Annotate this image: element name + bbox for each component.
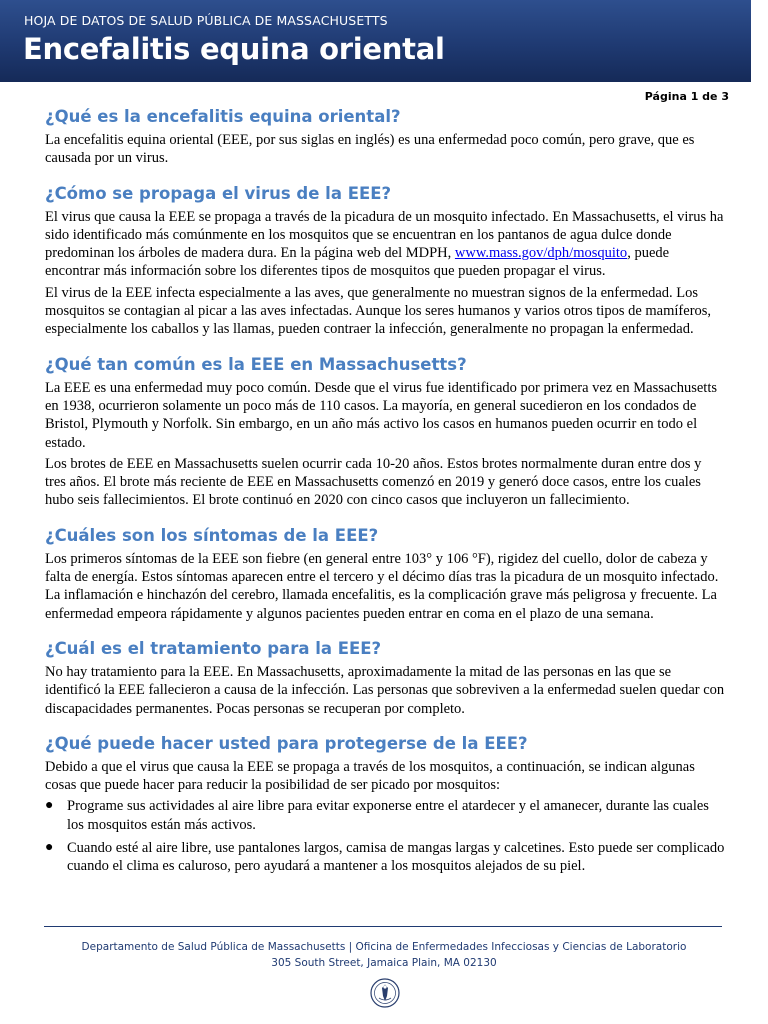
section-symptoms: [45, 525, 725, 623]
section-heading: ¿Qué tan común es la EEE en Massachusetts?: [45, 354, 467, 374]
section-heading: ¿Cuál es el tratamiento para la EEE?: [45, 638, 382, 658]
section-heading: ¿Qué puede hacer usted para protegerse de la EEE?: [45, 733, 528, 753]
paragraph-text: , puede encontrar más información sobre los diferentes tipos de mosquitos que pueden propagar el virus.: [45, 245, 670, 280]
section-protection: [45, 733, 725, 876]
paragraph: No hay tratamiento para la EEE. En Massachusetts, aproximadamente la mitad de las personas en las que se identificó la EEE fallecieron a causa de la infección. Las personas que sobreviven a la enfermedad suelen quedar con discapacidades permanentes. Pocas personas se recuperan por completo.: [45, 663, 725, 717]
header-banner: [0, 0, 751, 82]
section-heading: ¿Cuáles son los síntomas de la EEE?: [45, 525, 379, 545]
list-item-text: Cuando esté al aire libre, use pantalones largos, camisa de mangas largas y calcetines. Esto puede ser complicado cuando el clima es caluroso, pero ayudará a mantener a los mosquitos alejados de su piel.: [67, 840, 725, 875]
footer-address: 305 South Street, Jamaica Plain, MA 02130: [271, 957, 497, 969]
section-how-common: [45, 354, 725, 510]
paragraph: La EEE es una enfermedad muy poco común. Desde que el virus fue identificado por primera vez en Massachusetts en 1938, ocurrieron solamente un poco más de 110 casos. La mayoría, en general sucedieron en los condados de Bristol, Plymouth y Norfolk. Sin embargo, en un año más activo los casos en humanos pueden ocurrir en todo el estado.: [45, 379, 717, 451]
list-item-text: Programe sus actividades al aire libre para evitar exponerse entre el atardecer y el amanecer, durante las cuales los mosquitos están más activos.: [67, 798, 709, 833]
section-heading: ¿Cómo se propaga el virus de la EEE?: [45, 183, 392, 203]
main-content: [45, 106, 725, 891]
section-what-is: [45, 106, 725, 168]
page-number: Página 1 de 3: [644, 90, 729, 103]
paragraph: Los brotes de EEE en Massachusetts suelen ocurrir cada 10-20 años. Estos brotes normalmente duran entre dos y tres años. El brote más reciente de EEE en Massachusetts comenzó en 2019 y generó doce casos, entre los cuales hubo seis fallecimientos. El brote continuó en 2020 con cinco casos que incluyeron un fallecimiento.: [45, 455, 702, 509]
paragraph: [45, 208, 725, 281]
bullet-dot-icon: ●: [45, 798, 54, 814]
footer-department: Departamento de Salud Pública de Massachusetts | Oficina de Enfermedades Infecciosas y Ciencias de Laboratorio: [81, 941, 687, 953]
bullet-dot-icon: ●: [45, 840, 54, 856]
paragraph: Debido a que el virus que causa la EEE se propaga a través de los mosquitos, a continuación, se indican algunas cosas que puede hacer para reducir la posibilidad de ser picado por mosquitos:: [45, 758, 695, 794]
massachusetts-seal-icon: [370, 978, 400, 1008]
paragraph: La encefalitis equina oriental (EEE, por sus siglas en inglés) es una enfermedad poco común, pero grave, que es causada por un virus.: [45, 132, 695, 167]
protection-list: [45, 797, 725, 875]
header-subtitle: HOJA DE DATOS DE SALUD PÚBLICA DE MASSACHUSETTS: [24, 13, 388, 28]
mosquito-info-link[interactable]: www.mass.gov/dph/mosquito: [454, 245, 628, 262]
footer-divider: [44, 926, 722, 927]
page-title: Encefalitis equina oriental: [23, 32, 445, 66]
section-heading: ¿Qué es la encefalitis equina oriental?: [45, 107, 401, 126]
paragraph-text: El virus que causa la EEE se propaga a través de la picadura de un mosquito infectado. En Massachusetts, el virus ha sido identificado más comúnmente en los mosquitos que se encuentran en los pantanos de agua dulce donde predominan los árboles de madera dura. En la página web del MDPH,: [45, 208, 724, 262]
list-item: [45, 797, 725, 834]
section-spread: [45, 183, 725, 339]
paragraph: El virus de la EEE infecta especialmente a las aves, que generalmente no muestran signos de la enfermedad. Los mosquitos se contagian al picar a las aves infectadas. Aunque los seres humanos y varios otros tipos de mamíferos, especialmente los caballos y las llamas, pueden contraer la infección, generalmente no propagan la enfermedad.: [45, 284, 712, 338]
section-treatment: [45, 638, 725, 718]
list-item: [45, 839, 725, 876]
paragraph: Los primeros síntomas de la EEE son fiebre (en general entre 103° y 106 °F), rigidez del cuello, dolor de cabeza y falta de energía. Estos síntomas aparecen entre el tercero y el décimo días tras la picadura de un mosquito infectado. La inflamación e hinchazón del cerebro, llamada encefalitis, es la complicación grave más peligrosa y frecuente. La enfermedad empeora rápidamente y algunos pacientes pueden entrar en coma en el plazo de una semana.: [45, 550, 719, 622]
